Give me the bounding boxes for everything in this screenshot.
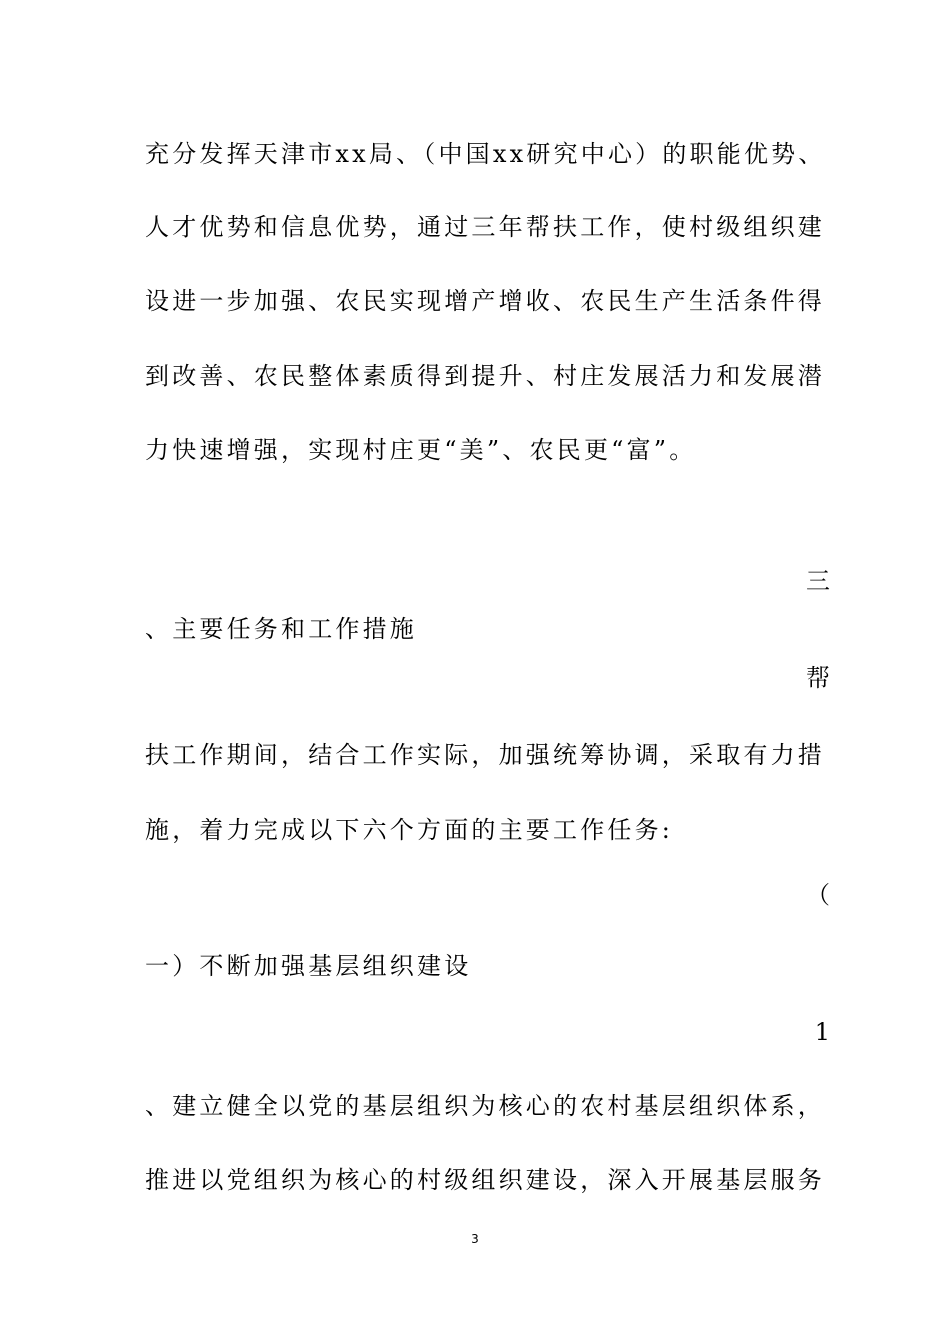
body-text-line: 设进一步加强、农民实现增产增收、农民生产生活条件得 xyxy=(145,287,825,315)
page-number: 3 xyxy=(471,1232,479,1246)
body-text-line: 扶工作期间，结合工作实际，加强统筹协调，采取有力措 xyxy=(145,741,825,769)
section-number: 三 xyxy=(806,567,830,595)
body-text-line: 人才优势和信息优势，通过三年帮扶工作，使村级组织建 xyxy=(145,213,825,241)
subsection-heading: 一）不断加强基层组织建设 xyxy=(145,952,472,980)
subsection-bracket: （ xyxy=(806,881,830,909)
section-heading: 、主要任务和工作措施 xyxy=(145,615,417,643)
body-text-line: 施，着力完成以下六个方面的主要工作任务: xyxy=(145,816,674,844)
item-number: 1 xyxy=(814,1018,830,1046)
body-text-line: 充分发挥天津市xx局、（中国xx研究中心）的职能优势、 xyxy=(145,140,826,168)
body-text-line: 推进以党组织为核心的村级组织建设，深入开展基层服务 xyxy=(145,1166,825,1194)
body-text-line: 到改善、农民整体素质得到提升、村庄发展活力和发展潜 xyxy=(145,362,825,390)
body-text-line: 、建立健全以党的基层组织为核心的农村基层组织体系， xyxy=(145,1092,825,1120)
body-text-line: 力快速增强，实现村庄更“美”、农民更“富”。 xyxy=(145,436,697,464)
body-text-fragment: 帮 xyxy=(806,664,830,692)
